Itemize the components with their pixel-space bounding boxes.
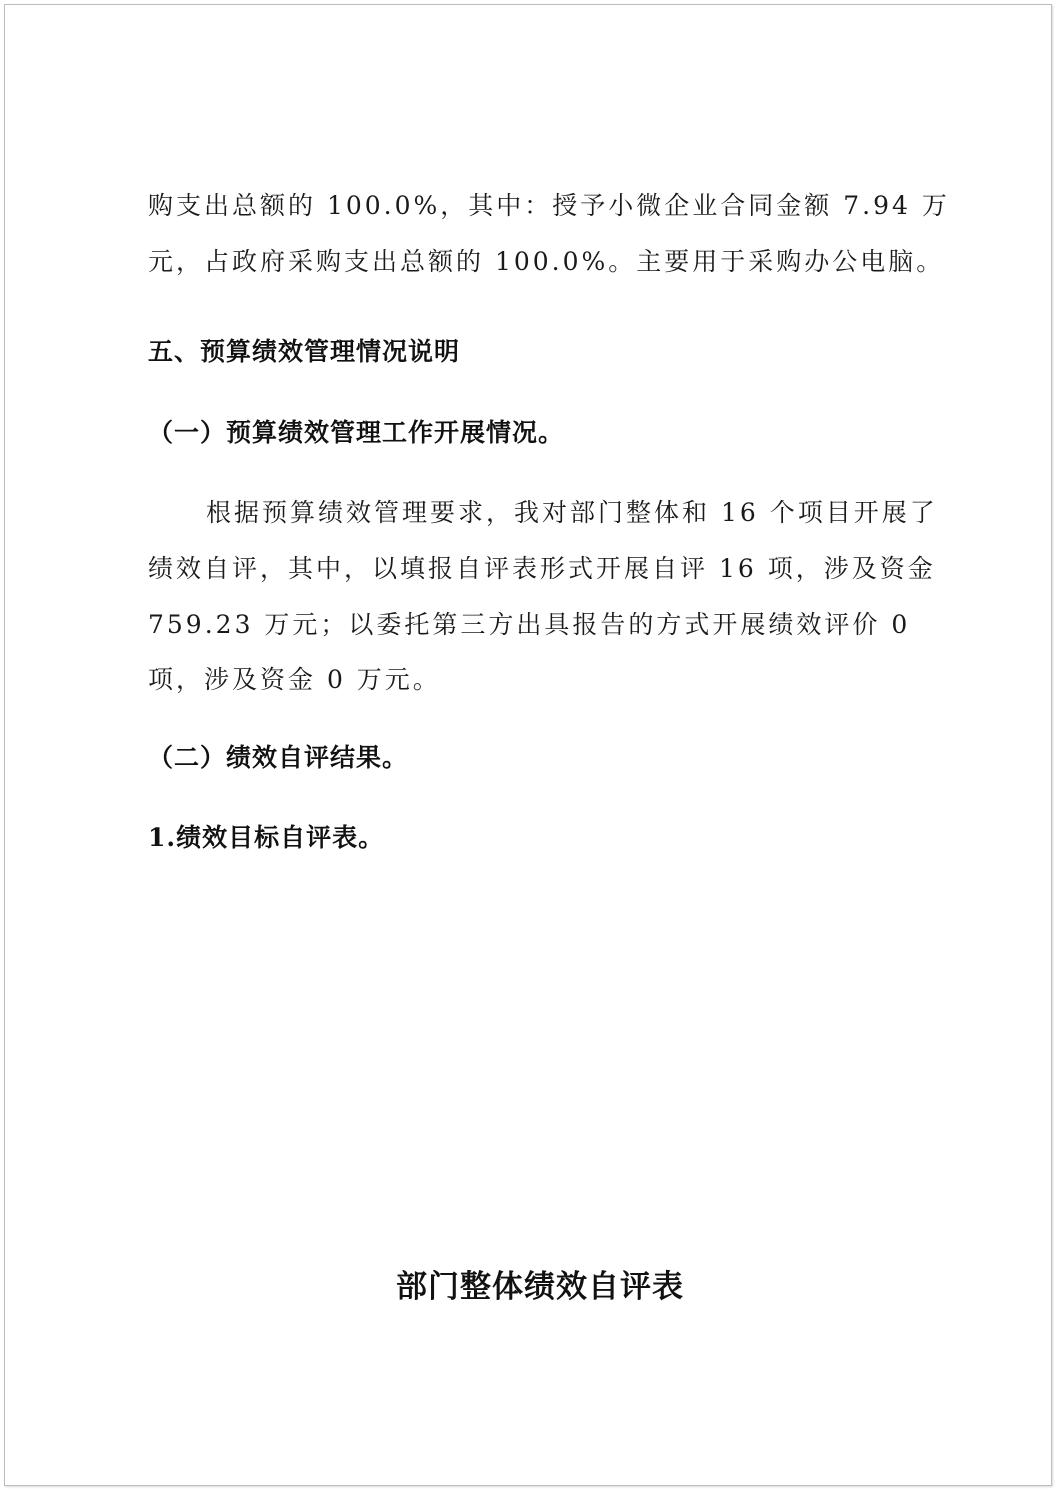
performance-paragraph-line-1: 根据预算绩效管理要求，我对部门整体和 16 个项目开展了 (206, 498, 938, 527)
document-page (4, 4, 1052, 1486)
procurement-paragraph-line-1: 购支出总额的 100.0%，其中：授予小微企业合同金额 7.94 万 (148, 191, 950, 220)
table-title: 部门整体绩效自评表 (396, 1269, 684, 1305)
performance-paragraph-line-4: 项，涉及资金 0 万元。 (148, 665, 441, 694)
item-1-heading: 1.绩效目标自评表。 (148, 823, 385, 852)
subsection-2-heading: （二）绩效自评结果。 (148, 743, 409, 772)
procurement-paragraph-line-2: 元，占政府采购支出总额的 100.0%。主要用于采购办公电脑。 (148, 247, 945, 276)
section-5-heading: 五、预算绩效管理情况说明 (148, 337, 461, 366)
subsection-1-heading: （一）预算绩效管理工作开展情况。 (148, 418, 565, 447)
performance-paragraph-line-3: 759.23 万元；以委托第三方出具报告的方式开展绩效评价 0 (148, 610, 911, 639)
performance-paragraph-line-2: 绩效自评，其中，以填报自评表形式开展自评 16 项，涉及资金 (148, 554, 936, 583)
